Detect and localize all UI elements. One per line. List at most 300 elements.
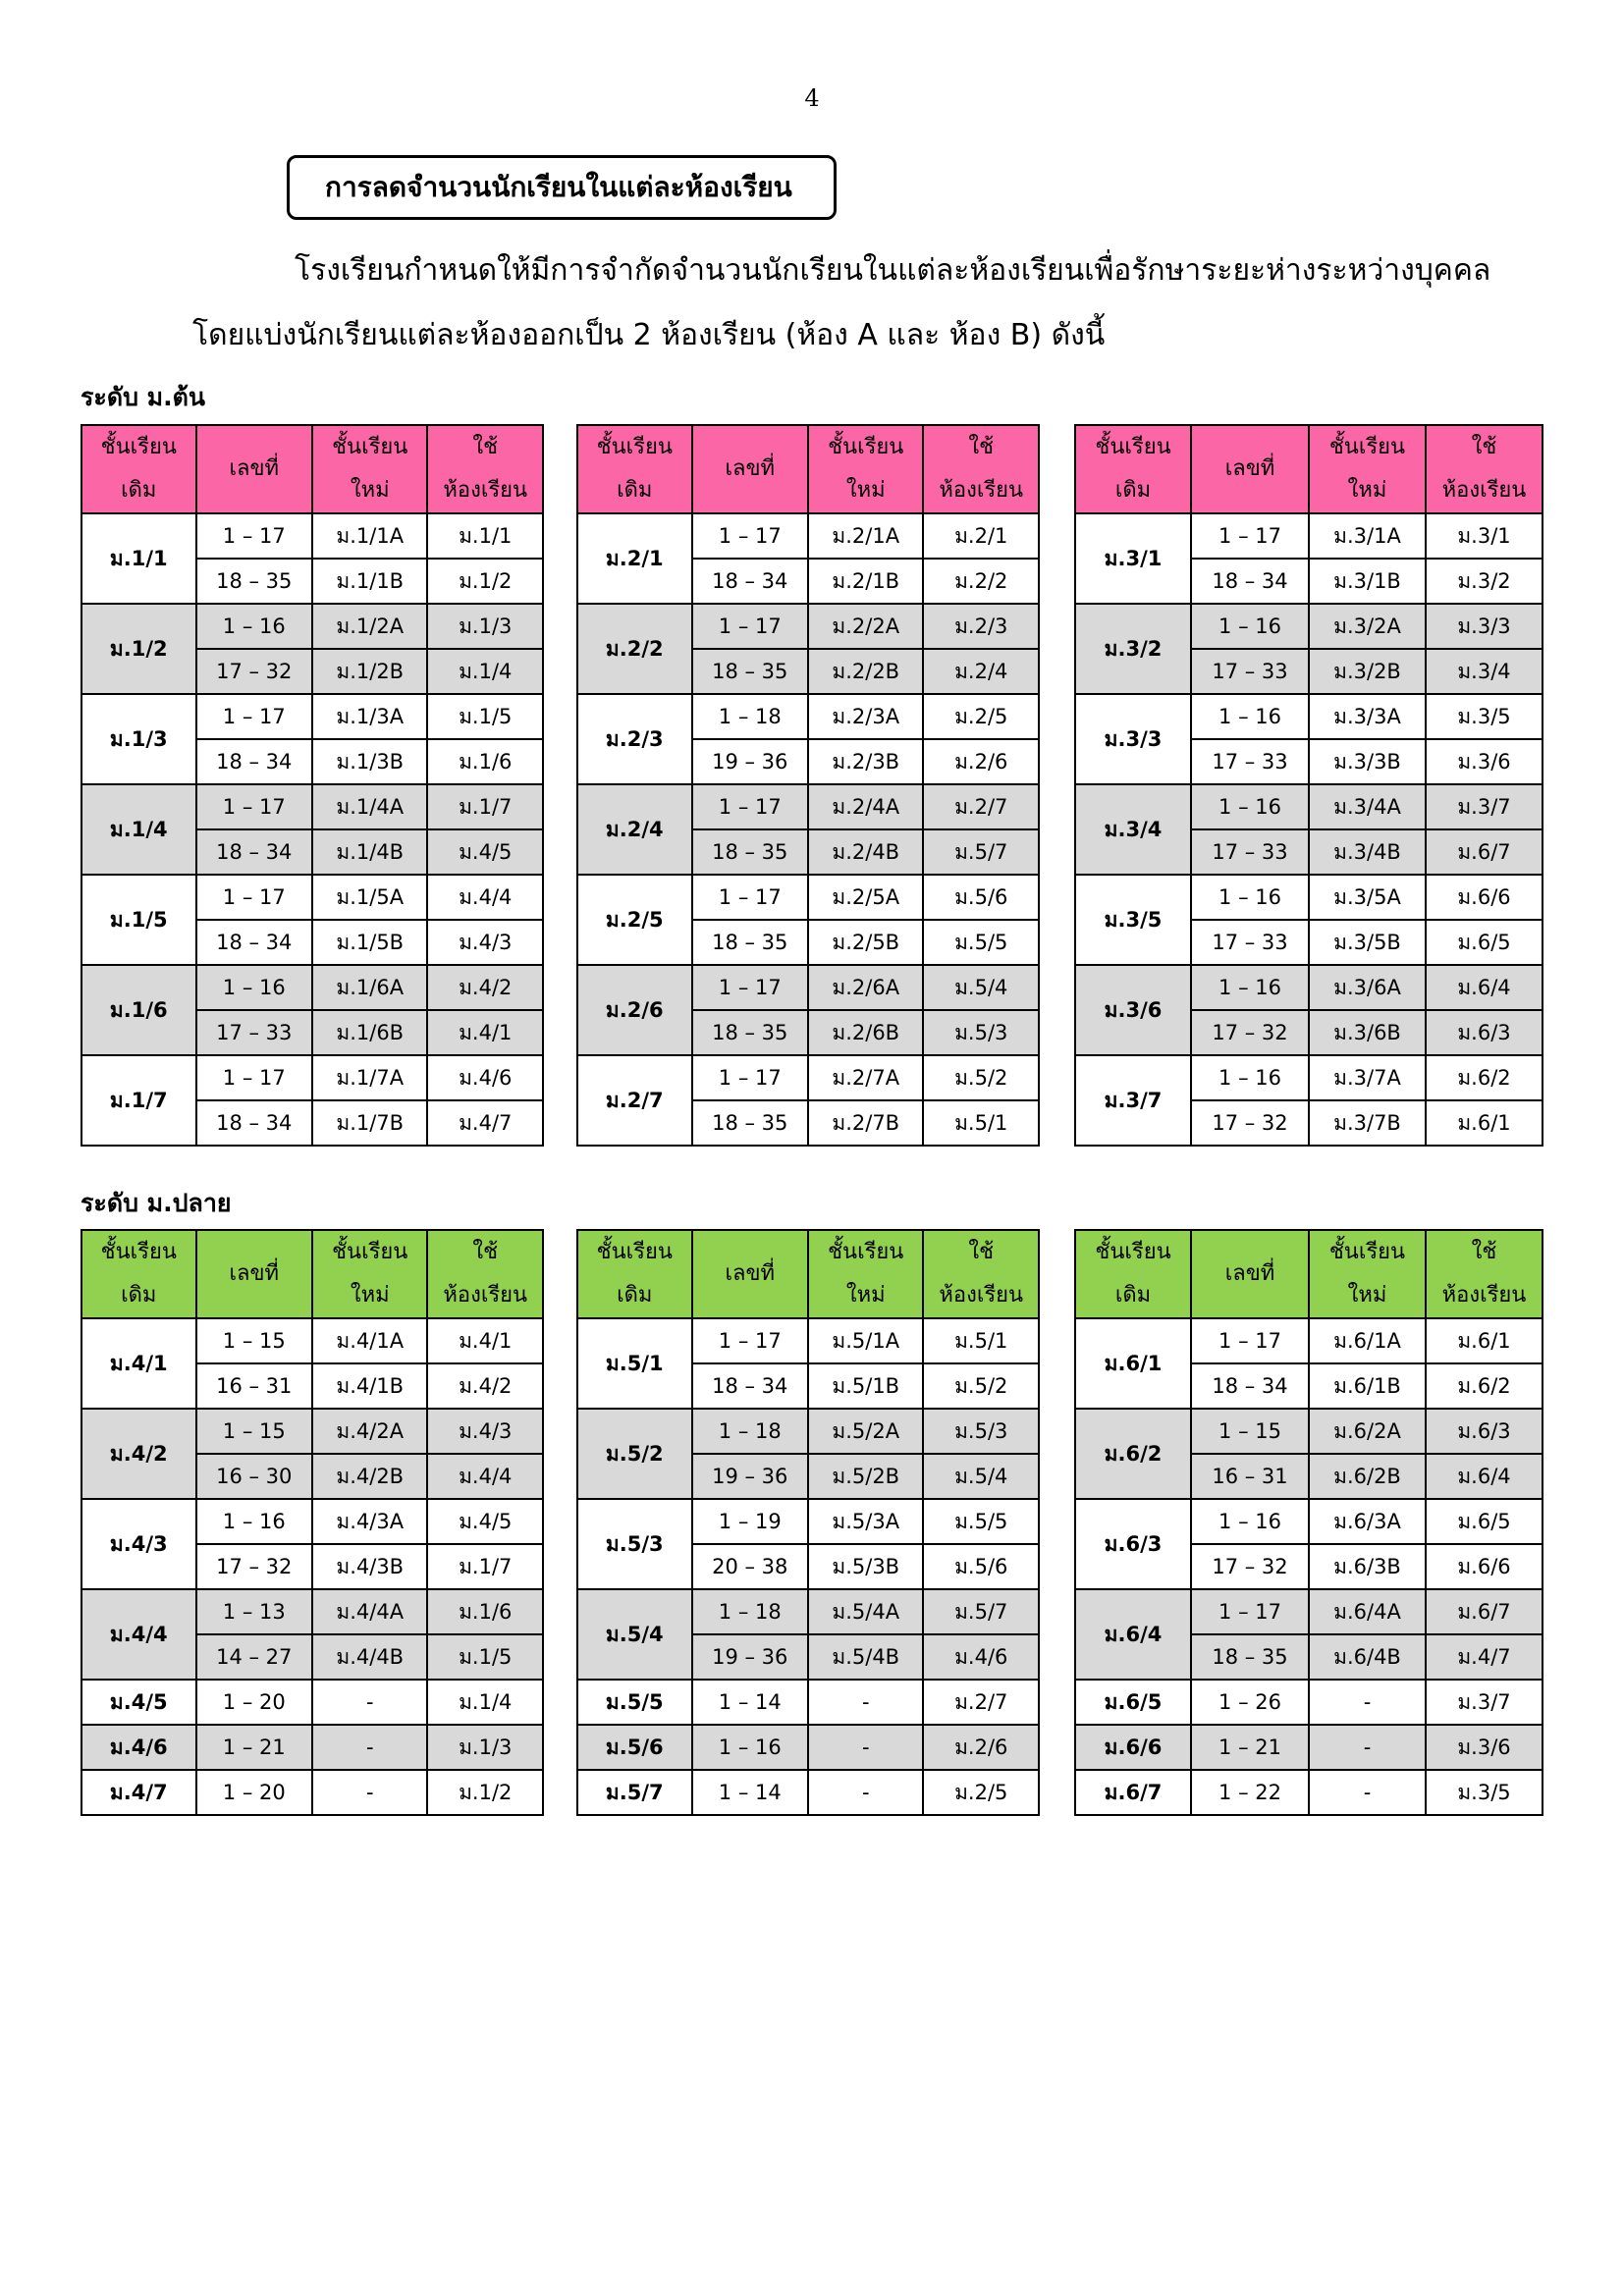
student-numbers-cell: 1 – 16 bbox=[196, 1499, 312, 1544]
new-class-cell: ม.4/4A bbox=[312, 1589, 428, 1634]
room-used-cell: ม.6/3 bbox=[1426, 1409, 1543, 1454]
header-new-class bbox=[1309, 1230, 1426, 1318]
room-used-cell: ม.1/7 bbox=[427, 784, 543, 829]
table-body bbox=[1075, 513, 1543, 1146]
heading-text: การลดจำนวนนักเรียนในแต่ละห้องเรียน bbox=[325, 171, 792, 203]
original-class-cell: ม.6/3 bbox=[1075, 1499, 1191, 1589]
room-used-cell: ม.4/5 bbox=[427, 829, 543, 875]
student-numbers-cell: 18 – 34 bbox=[196, 829, 312, 875]
new-class-cell: ม.3/4A bbox=[1309, 784, 1426, 829]
table-row bbox=[1075, 694, 1543, 739]
room-used-cell: ม.4/4 bbox=[427, 875, 543, 920]
room-used-cell: ม.4/3 bbox=[427, 920, 543, 965]
new-class-cell: ม.1/4B bbox=[312, 829, 428, 875]
student-numbers-cell: 1 – 22 bbox=[1191, 1770, 1309, 1815]
table-header bbox=[81, 425, 543, 513]
new-class-cell: ม.6/4A bbox=[1309, 1589, 1426, 1634]
new-class-cell: - bbox=[1309, 1680, 1426, 1725]
student-numbers-cell: 1 – 26 bbox=[1191, 1680, 1309, 1725]
table-row bbox=[1075, 1589, 1543, 1634]
intro-paragraph-line-1: โรงเรียนกำหนดให้มีการจำกัดจำนวนนักเรียนในแต่ละห้องเรียนเพื่อรักษาระยะห่างระหว่างบุคคล bbox=[295, 253, 1491, 288]
new-class-cell: ม.2/2A bbox=[808, 604, 924, 649]
original-class-cell: ม.2/6 bbox=[577, 965, 692, 1055]
student-numbers-cell: 1 – 16 bbox=[1191, 604, 1309, 649]
student-numbers-cell: 1 – 17 bbox=[692, 513, 808, 559]
student-numbers-cell: 1 – 16 bbox=[1191, 965, 1309, 1010]
student-numbers-cell: 17 – 32 bbox=[196, 1544, 312, 1589]
original-class-cell: ม.3/4 bbox=[1075, 784, 1191, 875]
room-used-cell: ม.2/5 bbox=[923, 1770, 1039, 1815]
new-class-cell: ม.5/1A bbox=[808, 1318, 924, 1363]
original-class-cell: ม.6/1 bbox=[1075, 1318, 1191, 1409]
new-class-cell: ม.1/7A bbox=[312, 1055, 428, 1100]
new-class-cell: ม.3/3B bbox=[1309, 739, 1426, 784]
header-room-used-line: ห้องเรียน bbox=[443, 478, 528, 503]
room-used-cell: ม.4/7 bbox=[427, 1100, 543, 1146]
student-numbers-cell: 1 – 21 bbox=[196, 1725, 312, 1770]
new-class-cell: ม.4/1A bbox=[312, 1318, 428, 1363]
new-class-cell: ม.4/3B bbox=[312, 1544, 428, 1589]
header-original-class bbox=[81, 1230, 196, 1318]
room-used-cell: ม.5/1 bbox=[923, 1100, 1039, 1146]
header-original-class bbox=[1075, 425, 1191, 513]
header-original-class-line: เดิม bbox=[1114, 478, 1152, 503]
table-row bbox=[577, 1409, 1039, 1454]
new-class-cell: - bbox=[808, 1770, 924, 1815]
header-student-numbers: เลขที่ bbox=[1191, 425, 1309, 513]
table-row bbox=[81, 1055, 543, 1100]
original-class-cell: ม.1/2 bbox=[81, 604, 196, 694]
new-class-cell: - bbox=[312, 1680, 428, 1725]
new-class-cell: ม.1/3A bbox=[312, 694, 428, 739]
new-class-cell: ม.1/6A bbox=[312, 965, 428, 1010]
room-used-cell: ม.5/3 bbox=[923, 1409, 1039, 1454]
table-row bbox=[577, 784, 1039, 829]
new-class-cell: - bbox=[312, 1770, 428, 1815]
student-numbers-cell: 1 – 17 bbox=[1191, 1318, 1309, 1363]
room-used-cell: ม.2/6 bbox=[923, 1725, 1039, 1770]
table-row bbox=[81, 1770, 543, 1815]
new-class-cell: ม.3/4B bbox=[1309, 829, 1426, 875]
new-class-cell: ม.2/1B bbox=[808, 559, 924, 604]
original-class-cell: ม.5/2 bbox=[577, 1409, 692, 1499]
original-class-cell: ม.5/3 bbox=[577, 1499, 692, 1589]
room-used-cell: ม.5/3 bbox=[923, 1010, 1039, 1055]
room-used-cell: ม.1/3 bbox=[427, 604, 543, 649]
new-class-cell: ม.3/7B bbox=[1309, 1100, 1426, 1146]
original-class-cell: ม.3/7 bbox=[1075, 1055, 1191, 1146]
original-class-cell: ม.2/4 bbox=[577, 784, 692, 875]
original-class-cell: ม.4/5 bbox=[81, 1680, 196, 1725]
header-new-class-line: ใหม่ bbox=[350, 1283, 390, 1308]
lower-table-2 bbox=[576, 424, 1040, 1147]
room-used-cell: ม.3/1 bbox=[1426, 513, 1543, 559]
student-numbers-cell: 18 – 34 bbox=[196, 739, 312, 784]
header-room-used-line: ห้องเรียน bbox=[1441, 1283, 1527, 1308]
student-numbers-cell: 1 – 16 bbox=[1191, 1055, 1309, 1100]
table-row bbox=[1075, 604, 1543, 649]
table-header bbox=[81, 1230, 543, 1318]
table-row bbox=[577, 875, 1039, 920]
new-class-cell: ม.6/2B bbox=[1309, 1454, 1426, 1499]
table-body bbox=[81, 1318, 543, 1815]
room-used-cell: ม.1/1 bbox=[427, 513, 543, 559]
header-room-used bbox=[1426, 1230, 1543, 1318]
new-class-cell: ม.2/7A bbox=[808, 1055, 924, 1100]
new-class-cell: ม.3/6A bbox=[1309, 965, 1426, 1010]
table-row bbox=[1075, 1499, 1543, 1544]
new-class-cell: ม.3/5B bbox=[1309, 920, 1426, 965]
room-used-cell: ม.1/2 bbox=[427, 1770, 543, 1815]
new-class-cell: - bbox=[808, 1680, 924, 1725]
new-class-cell: ม.5/4A bbox=[808, 1589, 924, 1634]
table-body bbox=[1075, 1318, 1543, 1815]
header-new-class-line: ใหม่ bbox=[1347, 1283, 1387, 1308]
student-numbers-cell: 1 – 20 bbox=[196, 1680, 312, 1725]
new-class-cell: ม.2/5A bbox=[808, 875, 924, 920]
student-numbers-cell: 18 – 35 bbox=[692, 920, 808, 965]
header-student-numbers: เลขที่ bbox=[196, 1230, 312, 1318]
table-row bbox=[1075, 1680, 1543, 1725]
room-used-cell: ม.1/6 bbox=[427, 739, 543, 784]
room-used-cell: ม.6/5 bbox=[1426, 920, 1543, 965]
original-class-cell: ม.1/4 bbox=[81, 784, 196, 875]
original-class-cell: ม.3/6 bbox=[1075, 965, 1191, 1055]
table-row bbox=[81, 1499, 543, 1544]
header-original-class-line: ชั้นเรียน bbox=[1095, 435, 1171, 459]
table-row bbox=[1075, 1318, 1543, 1363]
table-row bbox=[577, 1318, 1039, 1363]
original-class-cell: ม.4/4 bbox=[81, 1589, 196, 1680]
student-numbers-cell: 18 – 34 bbox=[196, 920, 312, 965]
table-row bbox=[577, 1725, 1039, 1770]
student-numbers-cell: 1 – 13 bbox=[196, 1589, 312, 1634]
header-new-class-line: ใหม่ bbox=[350, 478, 390, 503]
room-used-cell: ม.5/5 bbox=[923, 1499, 1039, 1544]
table-row bbox=[1075, 1725, 1543, 1770]
student-numbers-cell: 17 – 33 bbox=[1191, 649, 1309, 694]
header-room-used bbox=[923, 425, 1039, 513]
room-used-cell: ม.1/5 bbox=[427, 1634, 543, 1680]
upper-table-1 bbox=[81, 1229, 544, 1816]
new-class-cell: ม.1/2A bbox=[312, 604, 428, 649]
student-numbers-cell: 18 – 35 bbox=[692, 1100, 808, 1146]
original-class-cell: ม.6/5 bbox=[1075, 1680, 1191, 1725]
student-numbers-cell: 1 – 21 bbox=[1191, 1725, 1309, 1770]
room-used-cell: ม.4/1 bbox=[427, 1010, 543, 1055]
table-row bbox=[81, 784, 543, 829]
header-room-used-line: ใช้ bbox=[1471, 435, 1497, 459]
new-class-cell: ม.6/1A bbox=[1309, 1318, 1426, 1363]
room-used-cell: ม.5/2 bbox=[923, 1055, 1039, 1100]
header-original-class-line: ชั้นเรียน bbox=[1095, 1240, 1171, 1264]
room-used-cell: ม.6/7 bbox=[1426, 829, 1543, 875]
student-numbers-cell: 1 – 15 bbox=[196, 1318, 312, 1363]
header-room-used-line: ห้องเรียน bbox=[443, 1283, 528, 1308]
student-numbers-cell: 1 – 16 bbox=[1191, 875, 1309, 920]
original-class-cell: ม.3/5 bbox=[1075, 875, 1191, 965]
room-used-cell: ม.2/5 bbox=[923, 694, 1039, 739]
room-used-cell: ม.3/5 bbox=[1426, 694, 1543, 739]
header-room-used-line: ห้องเรียน bbox=[939, 1283, 1024, 1308]
header-original-class bbox=[577, 425, 692, 513]
table-row bbox=[577, 604, 1039, 649]
header-room-used bbox=[427, 1230, 543, 1318]
original-class-cell: ม.5/5 bbox=[577, 1680, 692, 1725]
original-class-cell: ม.2/5 bbox=[577, 875, 692, 965]
header-original-class-line: เดิม bbox=[617, 478, 653, 503]
table-row bbox=[81, 1409, 543, 1454]
header-student-numbers: เลขที่ bbox=[692, 1230, 808, 1318]
student-numbers-cell: 1 – 16 bbox=[1191, 694, 1309, 739]
table-row bbox=[1075, 875, 1543, 920]
room-used-cell: ม.1/5 bbox=[427, 694, 543, 739]
new-class-cell: ม.1/4A bbox=[312, 784, 428, 829]
table-row bbox=[81, 1725, 543, 1770]
header-new-class bbox=[312, 425, 428, 513]
original-class-cell: ม.5/1 bbox=[577, 1318, 692, 1409]
new-class-cell: - bbox=[1309, 1770, 1426, 1815]
header-row bbox=[81, 1230, 543, 1318]
header-room-used-line: ใช้ bbox=[968, 435, 995, 459]
student-numbers-cell: 1 – 16 bbox=[1191, 784, 1309, 829]
original-class-cell: ม.3/1 bbox=[1075, 513, 1191, 604]
student-numbers-cell: 1 – 16 bbox=[196, 965, 312, 1010]
student-numbers-cell: 1 – 15 bbox=[196, 1409, 312, 1454]
table-header bbox=[577, 1230, 1039, 1318]
original-class-cell: ม.5/4 bbox=[577, 1589, 692, 1680]
new-class-cell: ม.1/1B bbox=[312, 559, 428, 604]
student-numbers-cell: 16 – 31 bbox=[196, 1363, 312, 1409]
room-used-cell: ม.4/6 bbox=[923, 1634, 1039, 1680]
student-numbers-cell: 1 – 18 bbox=[692, 694, 808, 739]
table-header bbox=[1075, 1230, 1543, 1318]
table-row bbox=[1075, 1055, 1543, 1100]
room-used-cell: ม.5/1 bbox=[923, 1318, 1039, 1363]
table-row bbox=[1075, 965, 1543, 1010]
table-body bbox=[577, 513, 1039, 1146]
student-numbers-cell: 18 – 34 bbox=[196, 1100, 312, 1146]
header-original-class-line: ชั้นเรียน bbox=[100, 435, 177, 459]
original-class-cell: ม.2/7 bbox=[577, 1055, 692, 1146]
student-numbers-cell: 17 – 33 bbox=[1191, 739, 1309, 784]
header-new-class-line: ชั้นเรียน bbox=[828, 1240, 904, 1264]
new-class-cell: ม.1/5B bbox=[312, 920, 428, 965]
new-class-cell: ม.2/4A bbox=[808, 784, 924, 829]
room-used-cell: ม.2/4 bbox=[923, 649, 1039, 694]
new-class-cell: ม.1/1A bbox=[312, 513, 428, 559]
room-used-cell: ม.1/4 bbox=[427, 1680, 543, 1725]
new-class-cell: ม.3/1A bbox=[1309, 513, 1426, 559]
room-used-cell: ม.3/2 bbox=[1426, 559, 1543, 604]
room-used-cell: ม.1/7 bbox=[427, 1544, 543, 1589]
header-room-used-line: ห้องเรียน bbox=[939, 478, 1024, 503]
original-class-cell: ม.2/2 bbox=[577, 604, 692, 694]
room-used-cell: ม.6/3 bbox=[1426, 1010, 1543, 1055]
student-numbers-cell: 19 – 36 bbox=[692, 739, 808, 784]
header-new-class-line: ใหม่ bbox=[845, 1283, 886, 1308]
original-class-cell: ม.6/4 bbox=[1075, 1589, 1191, 1680]
header-original-class-line: ชั้นเรียน bbox=[100, 1240, 177, 1264]
new-class-cell: - bbox=[1309, 1725, 1426, 1770]
new-class-cell: ม.4/2A bbox=[312, 1409, 428, 1454]
original-class-cell: ม.6/7 bbox=[1075, 1770, 1191, 1815]
new-class-cell: ม.4/3A bbox=[312, 1499, 428, 1544]
room-used-cell: ม.2/1 bbox=[923, 513, 1039, 559]
room-used-cell: ม.3/3 bbox=[1426, 604, 1543, 649]
room-used-cell: ม.4/1 bbox=[427, 1318, 543, 1363]
student-numbers-cell: 1 – 17 bbox=[692, 1055, 808, 1100]
student-numbers-cell: 17 – 33 bbox=[1191, 829, 1309, 875]
new-class-cell: ม.2/1A bbox=[808, 513, 924, 559]
new-class-cell: ม.6/4B bbox=[1309, 1634, 1426, 1680]
table-body bbox=[81, 513, 543, 1146]
original-class-cell: ม.5/7 bbox=[577, 1770, 692, 1815]
new-class-cell: ม.4/1B bbox=[312, 1363, 428, 1409]
header-original-class-line: เดิม bbox=[121, 1283, 157, 1308]
room-used-cell: ม.2/2 bbox=[923, 559, 1039, 604]
student-numbers-cell: 1 – 14 bbox=[692, 1680, 808, 1725]
table-row bbox=[577, 1055, 1039, 1100]
new-class-cell: ม.5/2A bbox=[808, 1409, 924, 1454]
room-used-cell: ม.3/7 bbox=[1426, 784, 1543, 829]
room-used-cell: ม.5/5 bbox=[923, 920, 1039, 965]
student-numbers-cell: 17 – 33 bbox=[196, 1010, 312, 1055]
table-row bbox=[1075, 784, 1543, 829]
original-class-cell: ม.1/3 bbox=[81, 694, 196, 784]
new-class-cell: ม.5/4B bbox=[808, 1634, 924, 1680]
student-numbers-cell: 1 – 16 bbox=[196, 604, 312, 649]
header-original-class bbox=[81, 425, 196, 513]
original-class-cell: ม.2/3 bbox=[577, 694, 692, 784]
room-used-cell: ม.6/5 bbox=[1426, 1499, 1543, 1544]
table-row bbox=[81, 513, 543, 559]
student-numbers-cell: 17 – 32 bbox=[1191, 1100, 1309, 1146]
table-row bbox=[81, 965, 543, 1010]
header-room-used bbox=[1426, 425, 1543, 513]
header-new-class-line: ชั้นเรียน bbox=[1328, 435, 1406, 459]
table-row bbox=[577, 1589, 1039, 1634]
new-class-cell: ม.1/6B bbox=[312, 1010, 428, 1055]
table-row bbox=[81, 604, 543, 649]
original-class-cell: ม.4/3 bbox=[81, 1499, 196, 1589]
room-used-cell: ม.2/7 bbox=[923, 784, 1039, 829]
header-original-class-line: ชั้นเรียน bbox=[596, 1240, 673, 1264]
room-used-cell: ม.2/7 bbox=[923, 1680, 1039, 1725]
student-numbers-cell: 17 – 32 bbox=[1191, 1544, 1309, 1589]
room-used-cell: ม.6/6 bbox=[1426, 875, 1543, 920]
student-numbers-cell: 1 – 17 bbox=[692, 965, 808, 1010]
table-header bbox=[577, 425, 1039, 513]
table-row bbox=[81, 1680, 543, 1725]
new-class-cell: ม.2/2B bbox=[808, 649, 924, 694]
room-used-cell: ม.6/2 bbox=[1426, 1055, 1543, 1100]
header-original-class-line: เดิม bbox=[121, 478, 157, 503]
student-numbers-cell: 18 – 35 bbox=[692, 829, 808, 875]
header-new-class-line: ชั้นเรียน bbox=[1328, 1240, 1406, 1264]
new-class-cell: ม.6/1B bbox=[1309, 1363, 1426, 1409]
new-class-cell: - bbox=[808, 1725, 924, 1770]
student-numbers-cell: 18 – 35 bbox=[692, 1010, 808, 1055]
room-used-cell: ม.4/3 bbox=[427, 1409, 543, 1454]
new-class-cell: ม.2/5B bbox=[808, 920, 924, 965]
lower-secondary-label: ระดับ ม.ต้น bbox=[81, 383, 205, 411]
new-class-cell: ม.2/3A bbox=[808, 694, 924, 739]
table-row bbox=[1075, 1770, 1543, 1815]
student-numbers-cell: 18 – 35 bbox=[692, 649, 808, 694]
table-row bbox=[577, 965, 1039, 1010]
student-numbers-cell: 1 – 15 bbox=[1191, 1409, 1309, 1454]
student-numbers-cell: 1 – 18 bbox=[692, 1589, 808, 1634]
header-new-class bbox=[808, 425, 924, 513]
room-used-cell: ม.6/4 bbox=[1426, 965, 1543, 1010]
room-used-cell: ม.1/4 bbox=[427, 649, 543, 694]
header-student-numbers: เลขที่ bbox=[1191, 1230, 1309, 1318]
student-numbers-cell: 1 – 20 bbox=[196, 1770, 312, 1815]
student-numbers-cell: 1 – 17 bbox=[692, 1318, 808, 1363]
header-new-class-line: ใหม่ bbox=[845, 478, 886, 503]
upper-secondary-label: ระดับ ม.ปลาย bbox=[81, 1189, 232, 1217]
room-used-cell: ม.5/7 bbox=[923, 1589, 1039, 1634]
original-class-cell: ม.4/6 bbox=[81, 1725, 196, 1770]
table-row bbox=[577, 694, 1039, 739]
student-numbers-cell: 1 – 16 bbox=[692, 1725, 808, 1770]
room-used-cell: ม.5/4 bbox=[923, 965, 1039, 1010]
student-numbers-cell: 1 – 14 bbox=[692, 1770, 808, 1815]
room-used-cell: ม.3/7 bbox=[1426, 1680, 1543, 1725]
room-used-cell: ม.1/6 bbox=[427, 1589, 543, 1634]
room-used-cell: ม.4/6 bbox=[427, 1055, 543, 1100]
original-class-cell: ม.3/3 bbox=[1075, 694, 1191, 784]
student-numbers-cell: 18 – 34 bbox=[1191, 1363, 1309, 1409]
student-numbers-cell: 1 – 17 bbox=[692, 875, 808, 920]
room-used-cell: ม.3/4 bbox=[1426, 649, 1543, 694]
student-numbers-cell: 1 – 17 bbox=[196, 784, 312, 829]
intro-paragraph-line-2: โดยแบ่งนักเรียนแต่ละห้องออกเป็น 2 ห้องเรียน (ห้อง A และ ห้อง B) ดังนี้ bbox=[192, 318, 1106, 352]
new-class-cell: ม.3/1B bbox=[1309, 559, 1426, 604]
student-numbers-cell: 16 – 30 bbox=[196, 1454, 312, 1499]
new-class-cell: ม.1/2B bbox=[312, 649, 428, 694]
table-header bbox=[1075, 425, 1543, 513]
new-class-cell: - bbox=[312, 1725, 428, 1770]
new-class-cell: ม.6/3B bbox=[1309, 1544, 1426, 1589]
header-row bbox=[577, 1230, 1039, 1318]
header-row bbox=[577, 425, 1039, 513]
table-row bbox=[81, 694, 543, 739]
student-numbers-cell: 1 – 17 bbox=[196, 513, 312, 559]
original-class-cell: ม.3/2 bbox=[1075, 604, 1191, 694]
lower-table-3 bbox=[1074, 424, 1543, 1147]
student-numbers-cell: 1 – 17 bbox=[196, 1055, 312, 1100]
original-class-cell: ม.6/6 bbox=[1075, 1725, 1191, 1770]
room-used-cell: ม.6/2 bbox=[1426, 1363, 1543, 1409]
room-used-cell: ม.3/6 bbox=[1426, 739, 1543, 784]
student-numbers-cell: 20 – 38 bbox=[692, 1544, 808, 1589]
header-original-class-line: ชั้นเรียน bbox=[596, 435, 673, 459]
original-class-cell: ม.1/5 bbox=[81, 875, 196, 965]
student-numbers-cell: 1 – 19 bbox=[692, 1499, 808, 1544]
student-numbers-cell: 17 – 33 bbox=[1191, 920, 1309, 965]
original-class-cell: ม.2/1 bbox=[577, 513, 692, 604]
header-original-class-line: เดิม bbox=[617, 1283, 653, 1308]
student-numbers-cell: 18 – 34 bbox=[692, 1363, 808, 1409]
original-class-cell: ม.1/6 bbox=[81, 965, 196, 1055]
room-used-cell: ม.4/2 bbox=[427, 965, 543, 1010]
new-class-cell: ม.3/6B bbox=[1309, 1010, 1426, 1055]
header-original-class bbox=[577, 1230, 692, 1318]
student-numbers-cell: 16 – 31 bbox=[1191, 1454, 1309, 1499]
new-class-cell: ม.2/3B bbox=[808, 739, 924, 784]
